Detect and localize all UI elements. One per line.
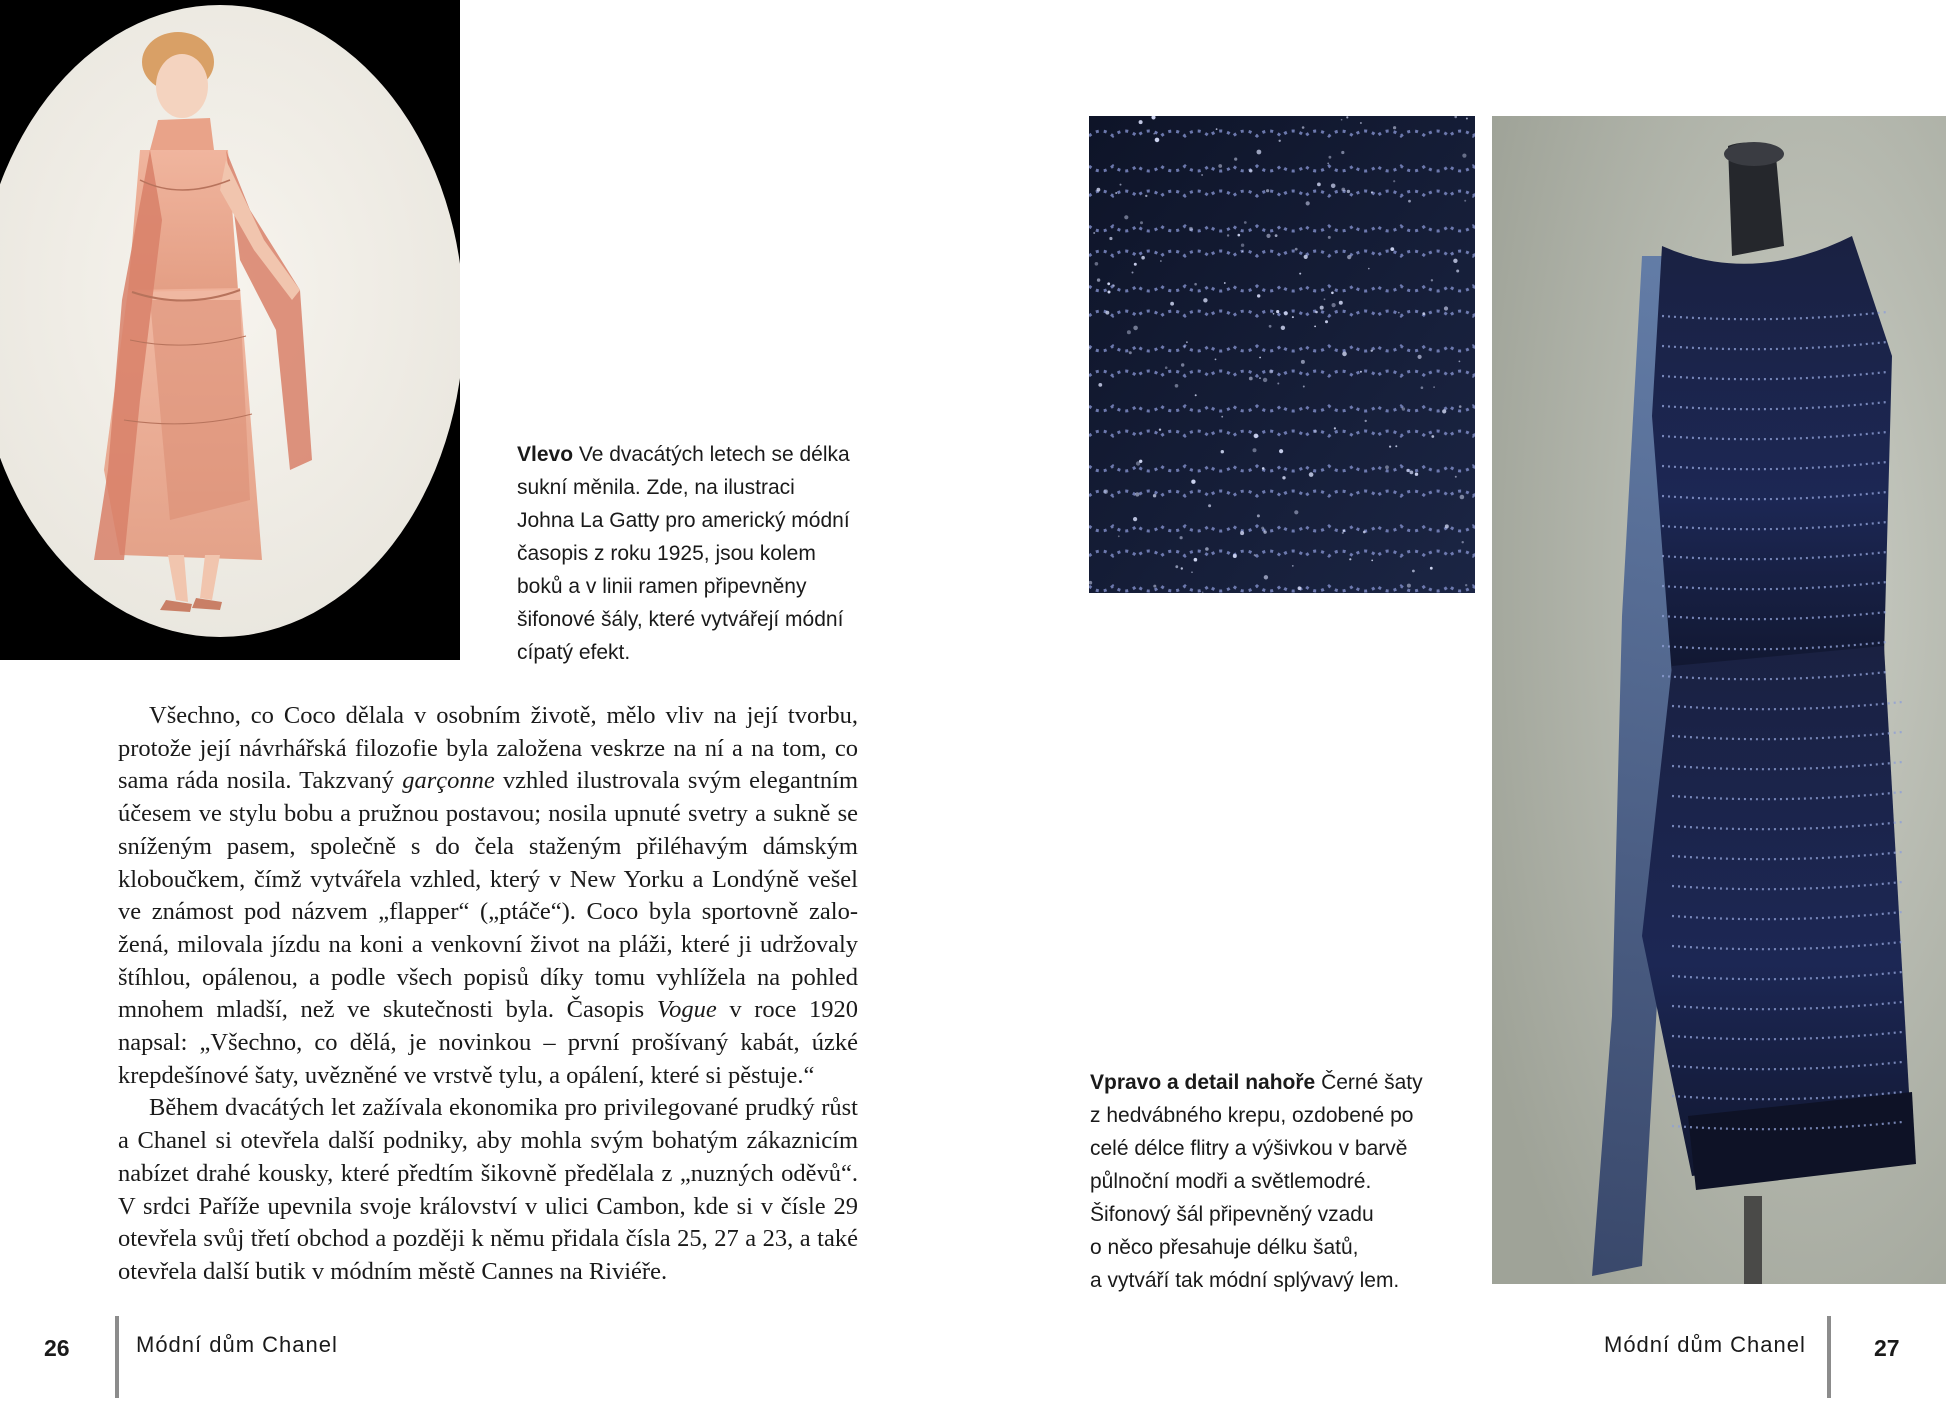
running-title: Módní dům Chanel (136, 1332, 338, 1357)
caption-line: cípatý efekt. (517, 641, 631, 664)
italic-term: garçonne (402, 767, 495, 795)
caption-line: celé délce flitry a výšivkou v barvě (1090, 1137, 1408, 1160)
dress-photo (1492, 116, 1946, 1284)
fabric-detail-photo (1089, 116, 1475, 593)
magazine-title: Vogue (656, 996, 717, 1024)
caption-line: z hedvábného krepu, ozdobené po (1090, 1104, 1414, 1127)
caption-lead: Vlevo (517, 443, 574, 466)
caption-line: o něco přesahuje délku šatů, (1090, 1236, 1359, 1259)
fabric-detail-art (1089, 116, 1475, 593)
caption-line: Johna La Gatty pro americký módní (517, 509, 850, 532)
footer-rule (1827, 1316, 1831, 1398)
caption-line: Šifonový šál připevněný vzadu (1090, 1203, 1374, 1226)
caption-line: Vpravo a detail nahoře Černé šaty (1090, 1071, 1423, 1094)
right-caption (1090, 1066, 1423, 1297)
paragraph: Všechno, co Coco dělala v osobním životě, mělo vliv na její tvorbu, protože její návrhářská filozofie byla založena veskrze na ní a na tom, co sama ráda nosila. Takzvaný garçonne vzhled ilustrovala svým elegantním účesem ve stylu bobu a pružnou postavou; nosila upnuté svetry a sukně se sníženým pasem, společně s do čela staženým přiléhavým dámským kloboučkem, čímž vytvářela vzhled, který v New Yorku a Londýně vešel ve známost pod názvem „flapper“ („ptáče“). Coco byla sportovně založená, milovala jízdu na koni a venkovní život na pláži, které ji udržovaly štíhlou, opálenou, a podle všech popisů díky tomu vyhlížela na pohled mnohem mladší, než ve skutečnosti byla. Časopis Vogue v roce 1920 napsal: „Všechno, co dělá, je novinkou – první prošívaný kabát, úzké krepdešínové šaty, uvězněné ve vrstvě tylu, a opálení, které si pěstuje.“ (118, 702, 858, 1089)
caption-line: Vlevo Ve dvacátých letech se délka (517, 443, 850, 466)
caption-lead: Vpravo a detail nahoře (1090, 1071, 1316, 1094)
paragraph: Během dvacátých let zažívala ekonomika pro privilegované prudký růst a Chanel si otevřela další podniky, aby mohla svým bohatým zákaznicím nabízet drahé kousky, které předtím šikovně předělala z „nuzných oděvů“. V srdci Paříže upevnila svoje království v ulici Cambon, kde si v čísle 29 otevřela svůj třetí obchod a později k němu přidala čísla 25, 27 a 23, a také otevřela další butik v módním městě Cannes na Riviéře. (118, 1094, 858, 1285)
illustration-art (0, 0, 460, 660)
caption-line: boků a v linii ramen připevněny (517, 575, 807, 598)
body-text (118, 700, 858, 1289)
running-title: Módní dům Chanel (1604, 1332, 1806, 1357)
caption-line: sukní měnila. Zde, na ilustraci (517, 476, 795, 499)
left-caption (517, 438, 850, 669)
fashion-illustration (0, 0, 460, 660)
footer-rule (115, 1316, 119, 1398)
page-number: 27 (1874, 1335, 1900, 1361)
page-number: 26 (44, 1335, 70, 1361)
caption-line: a vytváří tak módní splývavý lem. (1090, 1269, 1400, 1292)
dress-art (1492, 116, 1946, 1284)
caption-line: půlnoční modři a světlemodré. (1090, 1170, 1372, 1193)
caption-line: šifonové šály, které vytvářejí módní (517, 608, 844, 631)
caption-line: časopis z roku 1925, jsou kolem (517, 542, 816, 565)
